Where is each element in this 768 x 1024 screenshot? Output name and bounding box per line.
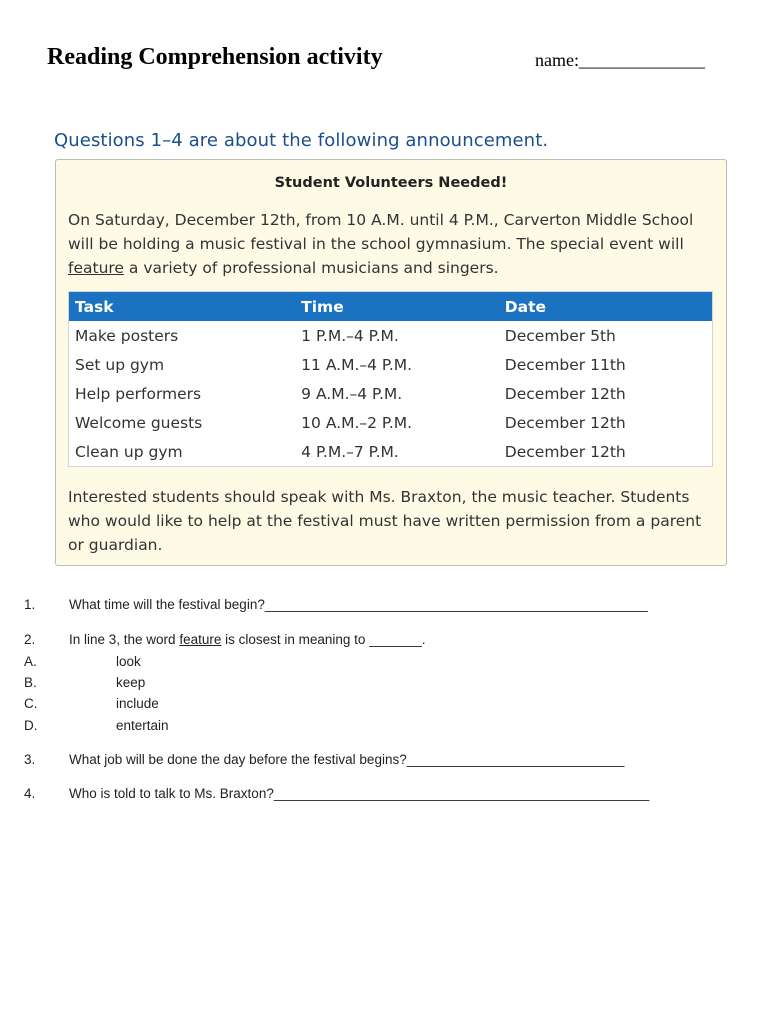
table-row (69, 408, 713, 437)
paragraph-text: a variety of professional musicians and singers. (123, 259, 499, 277)
table-row (69, 321, 713, 350)
paragraph-text: On Saturday, December 12th, from 10 A.M. until 4 P.M., Carverton Middle School will be holding a music festival in the school gymnasium. The special event will (68, 211, 694, 253)
worksheet-title: Reading Comprehension activity (47, 44, 383, 70)
time-cell: 4 P.M.–7 P.M. (301, 442, 399, 461)
table-row (69, 350, 713, 379)
question-number: 4. (24, 786, 36, 801)
announcement-paragraph-2: Interested students should speak with Ms. Braxton, the music teacher. Students who would like to help at the festival must have written permission from a parent or guardian. (68, 488, 702, 554)
column-header-task: Task (69, 292, 296, 322)
question-text: is closest in meaning to _______. (221, 632, 426, 647)
option-letter: A. (24, 654, 37, 669)
column-header-time: Time (295, 292, 499, 322)
question-1-text[interactable]: What time will the festival begin?___________________________________________________ (69, 597, 648, 612)
announcement-paragraph-1 (68, 208, 716, 280)
announcement-box (55, 159, 727, 566)
worksheet-header (47, 44, 714, 74)
date-cell: December 5th (504, 326, 616, 345)
option-text: keep (116, 675, 146, 690)
task-cell: Help performers (75, 384, 202, 403)
option-text: look (116, 654, 141, 669)
option-letter: D. (24, 718, 38, 733)
volunteer-task-table (68, 291, 713, 467)
task-cell: Welcome guests (75, 413, 203, 432)
option-letter: C. (24, 696, 38, 711)
date-cell: December 12th (504, 384, 626, 403)
table-row (69, 379, 713, 408)
task-cell: Clean up gym (75, 442, 183, 461)
questions-intro: Questions 1–4 are about the following announcement. (54, 130, 549, 151)
date-cell: December 12th (504, 442, 626, 461)
option-text: include (116, 696, 159, 711)
question-text: In line 3, the word (69, 632, 180, 647)
date-cell: December 11th (504, 355, 626, 374)
underlined-word-feature: feature (68, 259, 124, 277)
table-row (69, 437, 713, 467)
announcement-title: Student Volunteers Needed! (274, 175, 508, 191)
question-2-text[interactable] (69, 632, 426, 647)
question-number: 3. (24, 752, 36, 767)
question-number: 1. (24, 597, 36, 612)
task-cell: Set up gym (75, 355, 165, 374)
underlined-word-feature: feature (179, 632, 222, 647)
option-text: entertain (116, 718, 169, 733)
name-field[interactable]: name:______________ (535, 50, 705, 70)
column-header-date: Date (499, 292, 713, 322)
task-cell: Make posters (75, 326, 179, 345)
time-cell: 11 A.M.–4 P.M. (301, 355, 413, 374)
time-cell: 10 A.M.–2 P.M. (301, 413, 413, 432)
time-cell: 1 P.M.–4 P.M. (301, 326, 399, 345)
option-letter: B. (24, 675, 37, 690)
table-header-row (69, 292, 713, 322)
time-cell: 9 A.M.–4 P.M. (301, 384, 403, 403)
date-cell: December 12th (504, 413, 626, 432)
question-3-text[interactable]: What job will be done the day before the festival begins?_____________________________ (69, 752, 625, 767)
question-4-text[interactable]: Who is told to talk to Ms. Braxton?__________________________________________________ (69, 786, 650, 801)
question-number: 2. (24, 632, 36, 647)
